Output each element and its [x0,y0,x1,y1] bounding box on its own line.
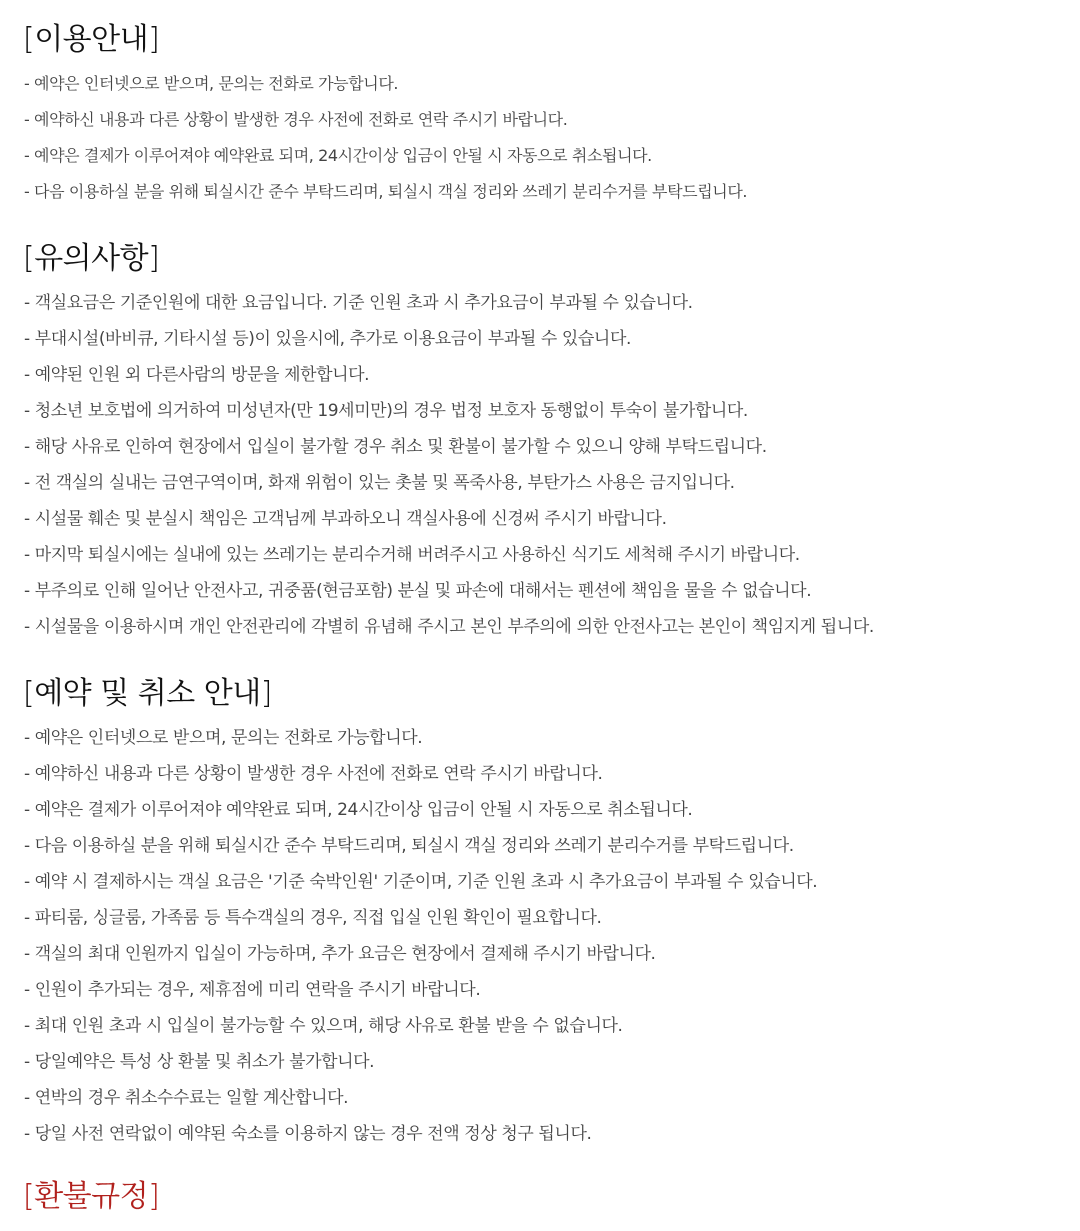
list-item: - 마지막 퇴실시에는 실내에 있는 쓰레기는 분리수거해 버려주시고 사용하신 식기도 세척해 주시기 바랍니다. [24,545,800,565]
list-item: - 예약하신 내용과 다른 상황이 발생한 경우 사전에 전화로 연락 주시기 바랍니다. [24,110,568,129]
list-item: - 시설물 훼손 및 분실시 책임은 고객님께 부과하오니 객실사용에 신경써 주시기 바랍니다. [24,509,667,529]
list-item: - 예약하신 내용과 다른 상황이 발생한 경우 사전에 전화로 연락 주시기 바랍니다. [24,764,603,784]
list-item: - 예약된 인원 외 다른사람의 방문을 제한합니다. [24,365,370,385]
list-item: - 다음 이용하실 분을 위해 퇴실시간 준수 부탁드리며, 퇴실시 객실 정리와 쓰레기 분리수거를 부탁드립니다. [24,182,748,201]
usage-guide-list [24,66,1080,210]
list-item: - 객실의 최대 인원까지 입실이 가능하며, 추가 요금은 현장에서 결제해 주시기 바랍니다. [24,944,656,964]
section-title-usage-guide: [이용안내] [23,22,160,57]
refund-policy-section [24,1176,1080,1218]
list-item: - 예약은 인터넷으로 받으며, 문의는 전화로 가능합니다. [24,728,423,748]
list-item: - 파티룸, 싱글룸, 가족룸 등 특수객실의 경우, 직접 입실 인원 확인이 필요합니다. [24,908,602,928]
list-item: - 해당 사유로 인하여 현장에서 입실이 불가할 경우 취소 및 환불이 불가할 수 있으니 양해 부탁드립니다. [24,437,767,457]
section-title-reservation-cancel: [예약 및 취소 안내] [23,676,272,711]
section-spacer [24,1152,1080,1176]
list-item: - 예약은 결제가 이루어져야 예약완료 되며, 24시간이상 입금이 안될 시 자동으로 취소됩니다. [24,800,693,820]
usage-guide-section [24,19,1080,210]
list-item: - 연박의 경우 취소수수료는 일할 계산합니다. [24,1088,349,1108]
list-item: - 다음 이용하실 분을 위해 퇴실시간 준수 부탁드리며, 퇴실시 객실 정리와 쓰레기 분리수거를 부탁드립니다. [24,836,794,856]
list-item: - 예약은 인터넷으로 받으며, 문의는 전화로 가능합니다. [24,74,399,93]
reservation-cancel-section [24,673,1080,1152]
list-item: - 청소년 보호법에 의거하여 미성년자(만 19세미만)의 경우 법정 보호자 동행없이 투숙이 불가합니다. [24,401,748,421]
list-item: - 부주의로 인해 일어난 안전사고, 귀중품(현금포함) 분실 및 파손에 대해서는 펜션에 책임을 물을 수 없습니다. [24,581,812,601]
precautions-list [24,285,1080,645]
reservation-cancel-list [24,720,1080,1152]
list-item: - 시설물을 이용하시며 개인 안전관리에 각별히 유념해 주시고 본인 부주의에 의한 안전사고는 본인이 책임지게 됩니다. [24,617,874,637]
list-item: - 부대시설(바비큐, 기타시설 등)이 있을시에, 추가로 이용요금이 부과될 수 있습니다. [24,329,631,349]
list-item: - 예약 시 결제하시는 객실 요금은 '기준 숙박인원' 기준이며, 기준 인원 초과 시 추가요금이 부과될 수 있습니다. [24,872,818,892]
list-item: - 예약은 결제가 이루어져야 예약완료 되며, 24시간이상 입금이 안될 시 자동으로 취소됩니다. [24,146,652,165]
list-item: - 객실요금은 기준인원에 대한 요금입니다. 기준 인원 초과 시 추가요금이 부과될 수 있습니다. [24,293,693,313]
section-title-refund-policy: [환불규정] [23,1179,160,1214]
list-item: - 당일예약은 특성 상 환불 및 취소가 불가합니다. [24,1052,375,1072]
section-spacer [24,210,1080,238]
section-title-precautions: [유의사항] [23,241,160,276]
list-item: - 당일 사전 연락없이 예약된 숙소를 이용하지 않는 경우 전액 정상 청구 됩니다. [24,1124,592,1144]
precautions-section [24,238,1080,645]
section-spacer [24,645,1080,673]
list-item: - 인원이 추가되는 경우, 제휴점에 미리 연락을 주시기 바랍니다. [24,980,481,1000]
list-item: - 전 객실의 실내는 금연구역이며, 화재 위험이 있는 촛불 및 폭죽사용, 부탄가스 사용은 금지입니다. [24,473,735,493]
list-item: - 최대 인원 초과 시 입실이 불가능할 수 있으며, 해당 사유로 환불 받을 수 없습니다. [24,1016,623,1036]
